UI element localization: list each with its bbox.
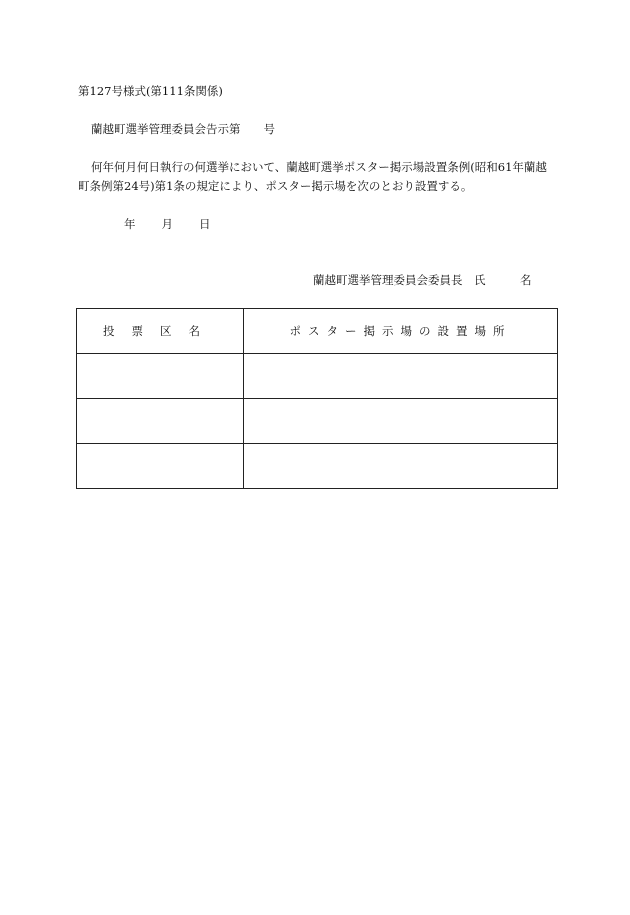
date-day-label: 日 [199, 217, 211, 231]
table-cell-location [244, 399, 558, 444]
date-line [124, 219, 211, 231]
installation-table [76, 308, 558, 489]
table-cell-location [244, 354, 558, 399]
header-poster-location: ポスター掲示場の設置場所 [244, 309, 558, 354]
table-row [77, 354, 558, 399]
header-voting-district: 投票区名 [77, 309, 244, 354]
date-year-label: 年 [124, 217, 136, 231]
notice-title: 蘭越町選挙管理委員会告示第 号 [91, 122, 275, 136]
table-row [77, 399, 558, 444]
body-text-line-1: 何年何月何日執行の何選挙において、蘭越町選挙ポスター掲示場設置条例(昭和61年蘭越 [91, 160, 547, 174]
table-cell-location [244, 444, 558, 489]
body-text-line-2: 町条例第24号)第1条の規定により、ポスター掲示場を次のとおり設置する。 [78, 179, 473, 193]
table-cell-district [77, 444, 244, 489]
form-number-label: 第127号様式(第111条関係) [78, 84, 223, 98]
table-cell-district [77, 354, 244, 399]
table-cell-district [77, 399, 244, 444]
date-month-label: 月 [161, 217, 173, 231]
signature-line: 蘭越町選挙管理委員会委員長 氏 名 [313, 273, 532, 287]
table-row [77, 444, 558, 489]
table-header-row [77, 309, 558, 354]
